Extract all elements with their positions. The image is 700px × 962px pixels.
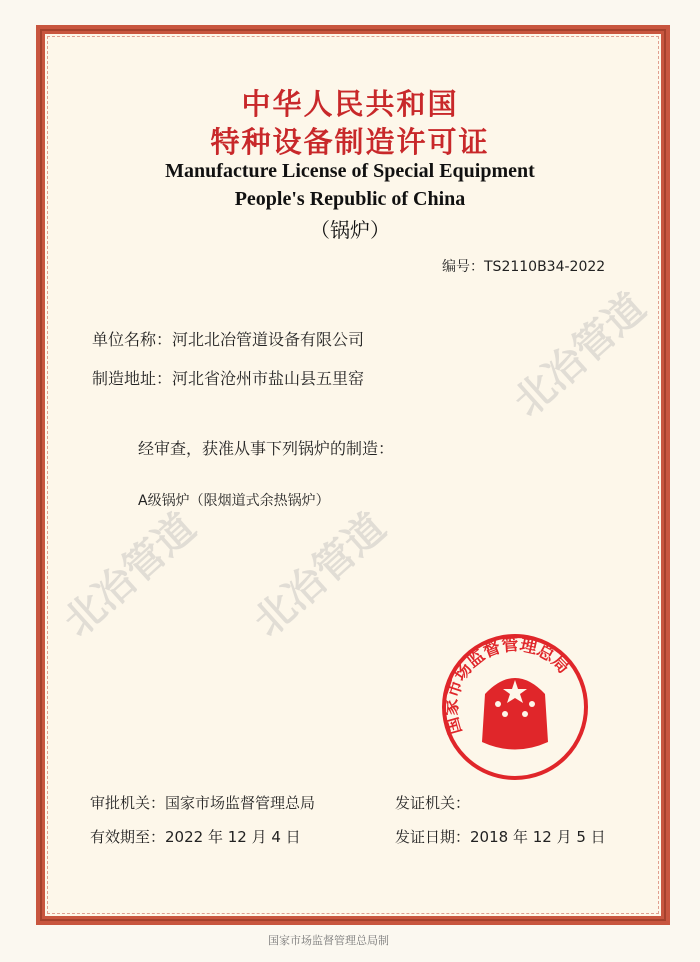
issuer-label: 发证机关： [395, 794, 471, 812]
official-seal [440, 632, 590, 782]
footer: 国家市场监督管理总局制 [268, 934, 389, 947]
title-en-1: Manufacture License of Special Equipment [165, 160, 535, 182]
watermark: 北冶管道 [505, 284, 655, 426]
watermark: 北冶管道 [245, 504, 395, 646]
title-cn-1: 中华人民共和国 [241, 87, 459, 121]
watermark: 北冶管道 [55, 504, 205, 646]
license-number: 编号：TS2110B34-2022 [442, 259, 606, 275]
approval-text: 经审查，获准从事下列锅炉的制造： [138, 439, 395, 458]
approver: 审批机关：国家市场监督管理总局 [90, 794, 316, 812]
title-cn-2: 特种设备制造许可证 [210, 125, 490, 159]
unit-name: 单位名称：河北北冶管道设备有限公司 [92, 330, 365, 349]
title-en-2: People's Republic of China [234, 188, 466, 210]
issue-date: 发证日期：2018 年 12 月 5 日 [395, 828, 606, 846]
category: （锅炉） [310, 218, 390, 242]
valid-until: 有效期至：2022 年 12 月 4 日 [90, 828, 301, 846]
seal-text: 国家市场监督管理总局 [441, 635, 574, 737]
scope: A级锅炉（限烟道式余热锅炉） [138, 493, 330, 509]
address: 制造地址：河北省沧州市盐山县五里窑 [92, 369, 365, 388]
